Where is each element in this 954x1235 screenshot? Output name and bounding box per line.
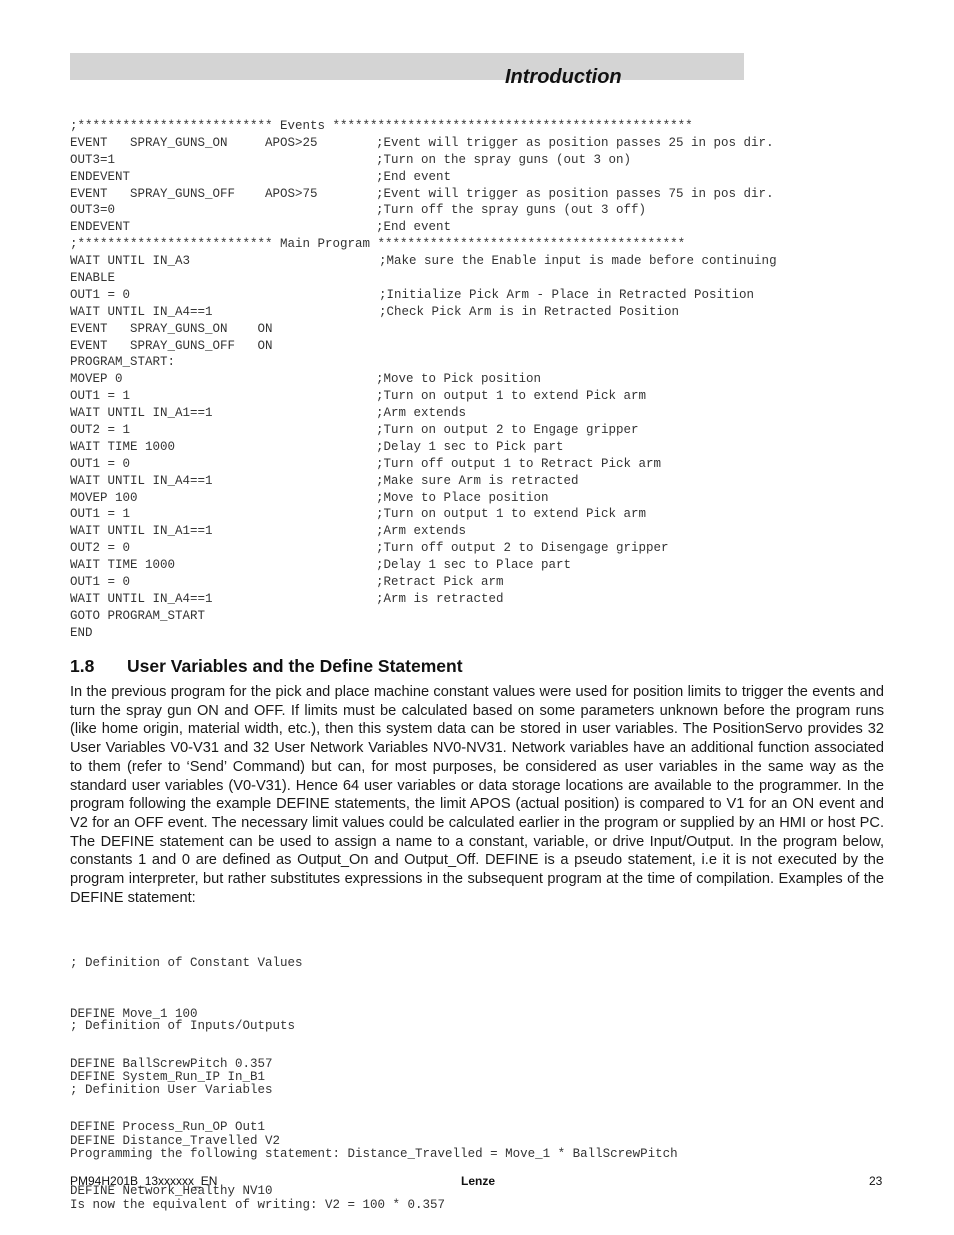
code-statement: WAIT UNTIL IN_A4==1 [70, 591, 213, 606]
code-line [70, 186, 774, 203]
code-line [70, 625, 693, 642]
section-heading [70, 656, 463, 677]
code-line [70, 591, 693, 608]
code-line: ; Definition of Inputs/Outputs [70, 1018, 296, 1033]
code-line [70, 219, 693, 236]
code-line: DEFINE System_Run_IP In_B1 [70, 1069, 266, 1084]
code-statement: EVENT SPRAY_GUNS_OFF ON [70, 338, 273, 353]
code-line [70, 169, 693, 186]
code-line [70, 608, 693, 625]
code-statement: OUT2 = 1 [70, 423, 131, 438]
code-comment: ;Turn off the spray guns (out 3 off) [376, 203, 647, 218]
code-line [70, 135, 774, 152]
code-line [70, 338, 693, 355]
code-comment: ;Turn on the spray guns (out 3 on) [376, 152, 632, 167]
code-statement: WAIT UNTIL IN_A3 [70, 254, 191, 269]
section-title: User Variables and the Define Statement [127, 656, 463, 676]
code-line [70, 388, 693, 405]
code-statement: EVENT SPRAY_GUNS_OFF APOS>75 [70, 186, 318, 201]
code-line [70, 473, 693, 490]
code-line [70, 118, 693, 135]
code-statement: WAIT UNTIL IN_A1==1 [70, 524, 213, 539]
code-line [70, 557, 693, 574]
code-comment: ;End event [376, 169, 452, 184]
code-comment: ;Event will trigger as position passes 25 in pos dir. [376, 135, 774, 150]
code-comment: ;Event will trigger as position passes 75 in pos dir. [376, 186, 774, 201]
code-line [70, 574, 693, 591]
code-line: DEFINE BallScrewPitch 0.357 [70, 1057, 273, 1072]
code-statement: GOTO PROGRAM_START [70, 608, 206, 623]
code-statement: OUT1 = 1 [70, 507, 131, 522]
code-comment: ;Delay 1 sec to Place part [376, 558, 572, 573]
code-comment: ;Turn off output 1 to Retract Pick arm [376, 456, 662, 471]
code-line [70, 253, 777, 270]
code-statement: WAIT UNTIL IN_A4==1 [70, 304, 213, 319]
code-comment: ;Move to Place position [376, 490, 549, 505]
code-statement: ENABLE [70, 271, 116, 286]
code-comment: ;Make sure the Enable input is made before continuing [379, 254, 777, 269]
code-line [70, 405, 693, 422]
code-line [70, 304, 693, 321]
code-line [70, 236, 693, 253]
code-line [70, 287, 755, 304]
code-comment: ;Move to Pick position [376, 372, 542, 387]
code-statement: ENDEVENT [70, 169, 131, 184]
code-comment: ;Make sure Arm is retracted [376, 473, 579, 488]
code-line [70, 506, 693, 523]
code-statement: ENDEVENT [70, 220, 131, 235]
code-line [70, 371, 693, 388]
code-statement: ;************************** Events ************************************************ [70, 119, 693, 133]
page-header-title: Introduction [505, 66, 622, 88]
code-comment: ;Turn on output 1 to extend Pick arm [376, 389, 647, 404]
code-line [70, 456, 693, 473]
body-paragraph: In the previous program for the pick and place machine constant values were used for position limits to trigger the events and turn the spray gun ON and OFF. If limits must be calculated based on some parameters unknown before the program runs (like home origin, material width, etc.), then this system data can be stored in user variables. The PositionServo provides 32 User Variables V0-V31 and 32 User Network Variables NV0-NV31. Network variables have an additional function associated to them (refer to ‘Send’ Command) but can, for most purposes, be considered as user variables in the same way as the standard user variables (V0-V31). Hence 64 user variables or data storage locations are available to the programmer. In the program following the example DEFINE statements, the limit APOS (actual position) is compared to V1 for an ON event and V2 for an OFF event. The necessary limit values could be calculated earlier in the program or supplied by an HMI or host PC. The DEFINE statement can be used to assign a name to a constant, variable, or drive Input/Output. In the program below, constants 1 and 0 are defined as Output_On and Output_Off. DEFINE is a pseudo statement, i.e it is not executed by the program interpreter, but rather substitutes expressions in the subsequent program at the time of compilation. Examples of the DEFINE statement: [70, 684, 884, 906]
code-statement: OUT1 = 0 [70, 287, 131, 302]
code-line: DEFINE Distance_Travelled V2 [70, 1133, 281, 1148]
code-statement: WAIT TIME 1000 [70, 558, 176, 573]
code-statement: ;************************** Main Program ***************************************** [70, 237, 686, 252]
footer-page-number: 23 [869, 1174, 883, 1188]
code-statement: END [70, 625, 93, 640]
code-line [70, 523, 693, 540]
code-line [70, 152, 693, 169]
code-line [70, 490, 693, 507]
code-comment: ;Arm is retracted [376, 591, 504, 606]
equivalence-example-block [70, 1112, 678, 1230]
code-comment: ;Delay 1 sec to Pick part [376, 439, 564, 454]
code-statement: EVENT SPRAY_GUNS_ON ON [70, 321, 273, 336]
code-statement: MOVEP 100 [70, 490, 138, 505]
code-statement: WAIT UNTIL IN_A4==1 [70, 473, 213, 488]
code-line: DEFINE Network_Healthy NV10 [70, 1184, 273, 1199]
code-statement: MOVEP 0 [70, 372, 123, 387]
code-line [70, 439, 693, 456]
code-line [70, 540, 693, 557]
code-line [70, 202, 693, 219]
footer-brand-logo: Lenze [461, 1174, 496, 1188]
code-comment: ;End event [376, 220, 452, 235]
code-line [70, 354, 693, 371]
code-line [70, 321, 693, 338]
program-code-block [70, 118, 777, 642]
code-statement: EVENT SPRAY_GUNS_ON APOS>25 [70, 135, 318, 150]
code-statement: OUT1 = 0 [70, 575, 131, 590]
code-comment: ;Turn off output 2 to Disengage gripper [376, 541, 669, 556]
code-statement: OUT3=1 [70, 152, 116, 167]
code-statement: WAIT UNTIL IN_A1==1 [70, 406, 213, 421]
code-comment: ;Retract Pick arm [376, 575, 504, 590]
code-statement: OUT3=0 [70, 203, 116, 218]
code-statement: OUT2 = 0 [70, 541, 131, 556]
code-line: DEFINE Process_Run_OP Out1 [70, 1120, 266, 1135]
footer-document-id: PM94H201B_13xxxxxx_EN [70, 1174, 218, 1188]
code-line: Is now the equivalent of writing: V2 = 100 * 0.357 [70, 1197, 446, 1212]
code-comment: ;Arm extends [376, 524, 467, 539]
code-statement: OUT1 = 0 [70, 456, 131, 471]
code-statement: OUT1 = 1 [70, 389, 131, 404]
code-statement: WAIT TIME 1000 [70, 439, 176, 454]
code-line: ; Definition of Constant Values [70, 955, 303, 970]
code-comment: ;Turn on output 2 to Engage gripper [376, 423, 639, 438]
code-line [70, 270, 693, 287]
header-bar [70, 53, 744, 80]
section-number: 1.8 [70, 656, 95, 676]
code-comment: ;Check Pick Arm is in Retracted Position [379, 304, 680, 319]
code-comment: ;Arm extends [376, 406, 467, 421]
code-statement: PROGRAM_START: [70, 355, 176, 370]
code-line: Programming the following statement: Distance_Travelled = Move_1 * BallScrewPitch [70, 1146, 678, 1161]
code-line: ; Definition User Variables [70, 1082, 273, 1097]
code-comment: ;Initialize Pick Arm - Place in Retracted Position [379, 287, 755, 302]
code-comment: ;Turn on output 1 to extend Pick arm [376, 507, 647, 522]
code-line: DEFINE Move_1 100 [70, 1006, 198, 1021]
code-line [70, 422, 693, 439]
